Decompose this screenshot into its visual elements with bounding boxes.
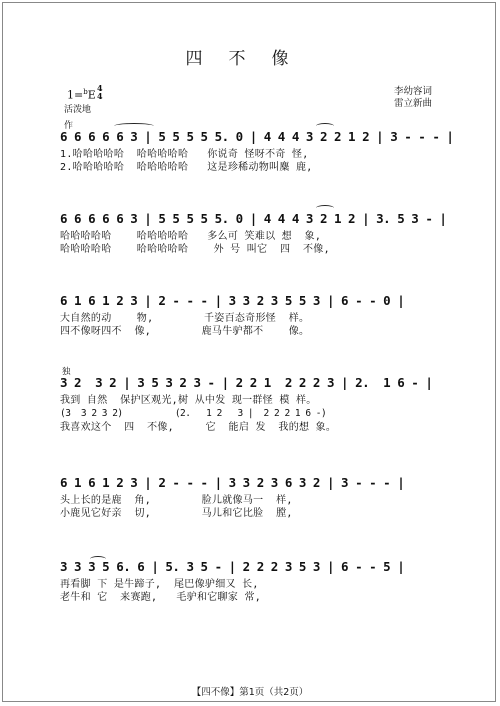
- lyricist: 李幼容词: [394, 86, 433, 97]
- lyric-verse-2: 四不像呀四不 像, 鹿马牛驴都不 像。: [60, 326, 310, 337]
- lyric-verse-2: 2.哈哈哈哈哈 哈哈哈哈哈 这是珍稀动物叫麋 鹿,: [60, 162, 313, 173]
- slur-mark: [316, 123, 334, 129]
- zuo-label: 作: [64, 121, 74, 131]
- lyric-verse-2: 老牛和 它 来赛跑, 毛驴和它聊家 常,: [60, 592, 262, 603]
- key-note: E: [87, 88, 96, 102]
- score-system-3: [60, 290, 450, 338]
- notation-line: 6 1 6 1 2 3 | 2 - - - | 3 3 2 3 5 5 3 | 6 - - 0 |: [60, 293, 405, 308]
- slur-mark: [90, 556, 106, 562]
- time-signature: [97, 84, 103, 100]
- notation-line: 6 1 6 1 2 3 | 2 - - - | 3 3 2 3 6 3 2 | 3 - - - |: [60, 475, 405, 490]
- lyric-verse-1: 1.哈哈哈哈哈 哈哈哈哈哈 你说奇 怪呀不奇 怪,: [60, 149, 309, 160]
- meter-bottom: 4: [97, 91, 103, 101]
- score-system-4: [60, 372, 450, 434]
- harmony-line: (3 3 2 3 2) (2. 1 2 3 | 2 2 2 1 6 -): [60, 408, 327, 419]
- page-footer: 【四不像】第1页（共2页）: [191, 687, 309, 698]
- notation-line: 3 3 3 5 6. 6 | 5. 3 5 - | 2 2 2 3 5 3 | 6 - - 5 |: [60, 559, 405, 574]
- notation-line: 6 6 6 6 6 3 | 5 5 5 5 5. 0 | 4 4 4 3 2 2 1 2 | 3 - - - |: [60, 129, 454, 144]
- lyric-verse-2: 哈哈哈哈哈 哈哈哈哈哈 外 号 叫它 四 不像,: [60, 244, 330, 255]
- score-system-6: [60, 556, 450, 604]
- lyric-verse-1: 再看脚 下 是牛蹄子, 尾巴像驴细又 长,: [60, 579, 259, 590]
- lyric-verse-1: 大自然的动 物, 千姿百态奇形怪 样。: [60, 313, 310, 324]
- composer: 雷立新曲: [394, 98, 433, 109]
- slur-mark: [316, 205, 334, 211]
- score-system-5: [60, 472, 450, 520]
- lyric-verse-2: 我喜欢这个 四 不像, 它 能启 发 我的想 象。: [60, 422, 337, 433]
- song-title: 四不像: [185, 49, 315, 69]
- tempo-marking: 活泼地: [64, 105, 92, 115]
- score-system-1: [60, 126, 454, 174]
- key-signature: [67, 88, 96, 102]
- credits: [394, 86, 432, 110]
- lyric-verse-1: 我到 自然 保护区观光,树 从中发 现一群怪 模 样。: [60, 395, 317, 406]
- key-prefix: 1=: [67, 88, 84, 102]
- notation-line: 6 6 6 6 6 3 | 5 5 5 5 5. 0 | 4 4 4 3 2 1 2 | 3. 5 3 - |: [60, 211, 447, 226]
- lyric-verse-1: 头上长的是鹿 角, 脸儿就像马一 样,: [60, 495, 293, 506]
- score-system-2: [60, 208, 450, 256]
- slur-mark: [114, 123, 154, 129]
- meter-top: 4: [97, 83, 103, 93]
- lyric-verse-2: 小鹿见它好亲 切, 马儿和它比脸 膛,: [60, 508, 293, 519]
- solo-marking: 独: [62, 367, 71, 377]
- key-flat: b: [83, 88, 88, 96]
- notation-line: 3 2 3 2 | 3 5 3 2 3 - | 2 2 1 2 2 2 3 | 2. 1 6 - |: [60, 375, 433, 390]
- lyric-verse-1: 哈哈哈哈哈 哈哈哈哈哈 多么可 笑难以 想 象,: [60, 231, 322, 242]
